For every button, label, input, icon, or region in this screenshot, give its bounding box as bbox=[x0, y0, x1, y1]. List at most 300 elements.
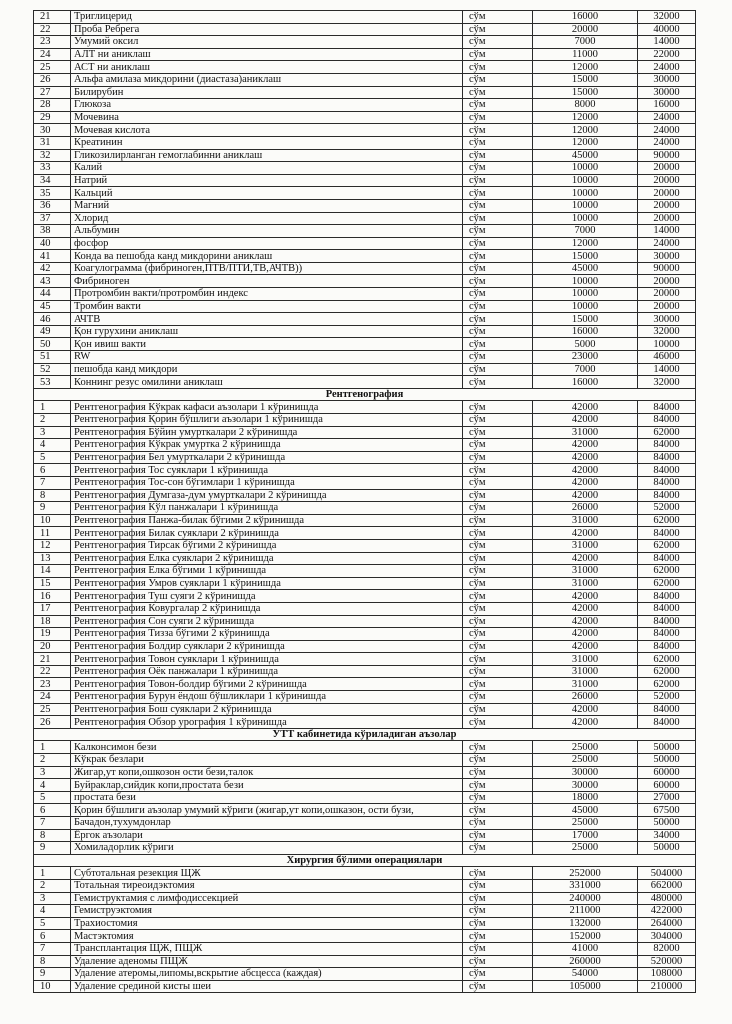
row-number: 5 bbox=[34, 791, 71, 804]
row-number: 34 bbox=[34, 174, 71, 187]
price-nonresident: 84000 bbox=[638, 716, 696, 729]
table-row bbox=[34, 250, 696, 263]
currency-unit: сўм bbox=[463, 565, 533, 578]
currency-unit: сўм bbox=[463, 917, 533, 930]
price-nonresident: 24000 bbox=[638, 136, 696, 149]
price-resident: 41000 bbox=[533, 942, 638, 955]
price-nonresident: 20000 bbox=[638, 212, 696, 225]
price-resident: 10000 bbox=[533, 288, 638, 301]
currency-unit: сўм bbox=[463, 325, 533, 338]
table-row bbox=[34, 174, 696, 187]
currency-unit: сўм bbox=[463, 414, 533, 427]
row-number: 52 bbox=[34, 363, 71, 376]
price-resident: 105000 bbox=[533, 980, 638, 993]
price-nonresident: 62000 bbox=[638, 514, 696, 527]
table-row bbox=[34, 11, 696, 24]
service-name: Рентгенография Обзор урография 1 кўринишда bbox=[71, 716, 463, 729]
service-name: Тотальная тиреоидэктомия bbox=[71, 879, 463, 892]
price-resident: 10000 bbox=[533, 300, 638, 313]
table-row bbox=[34, 325, 696, 338]
price-resident: 7000 bbox=[533, 363, 638, 376]
price-resident: 25000 bbox=[533, 817, 638, 830]
price-nonresident: 84000 bbox=[638, 439, 696, 452]
price-nonresident: 30000 bbox=[638, 73, 696, 86]
price-resident: 42000 bbox=[533, 615, 638, 628]
currency-unit: сўм bbox=[463, 376, 533, 389]
currency-unit: сўм bbox=[463, 225, 533, 238]
service-name: Рентгенография Тирсак бўгими 2 кўринишда bbox=[71, 539, 463, 552]
row-number: 6 bbox=[34, 464, 71, 477]
table-row bbox=[34, 36, 696, 49]
row-number: 24 bbox=[34, 48, 71, 61]
price-nonresident: 210000 bbox=[638, 980, 696, 993]
currency-unit: сўм bbox=[463, 300, 533, 313]
service-name: Рентгенография Кўкрак кафаси аъзолари 1 кўринишда bbox=[71, 401, 463, 414]
price-resident: 10000 bbox=[533, 199, 638, 212]
table-row bbox=[34, 48, 696, 61]
row-number: 25 bbox=[34, 703, 71, 716]
table-row bbox=[34, 955, 696, 968]
currency-unit: сўм bbox=[463, 817, 533, 830]
service-name: Ёргок аъзолари bbox=[71, 829, 463, 842]
table-row bbox=[34, 842, 696, 855]
row-number: 4 bbox=[34, 439, 71, 452]
currency-unit: сўм bbox=[463, 754, 533, 767]
row-number: 3 bbox=[34, 426, 71, 439]
row-number: 3 bbox=[34, 892, 71, 905]
service-name: простата бези bbox=[71, 791, 463, 804]
row-number: 16 bbox=[34, 590, 71, 603]
price-resident: 16000 bbox=[533, 325, 638, 338]
price-resident: 31000 bbox=[533, 653, 638, 666]
service-name: Жигар,ут копи,ошкозон ости бези,талок bbox=[71, 766, 463, 779]
service-name: Рентгенография Бўйин умурткалари 2 кўринишда bbox=[71, 426, 463, 439]
section-title: Хирургия бўлими операциялари bbox=[34, 854, 696, 867]
row-number: 9 bbox=[34, 842, 71, 855]
row-number: 35 bbox=[34, 187, 71, 200]
table-row bbox=[34, 502, 696, 515]
table-row bbox=[34, 73, 696, 86]
table-row bbox=[34, 968, 696, 981]
currency-unit: сўм bbox=[463, 640, 533, 653]
price-nonresident: 50000 bbox=[638, 817, 696, 830]
row-number: 49 bbox=[34, 325, 71, 338]
service-name: Фибриноген bbox=[71, 275, 463, 288]
price-nonresident: 52000 bbox=[638, 502, 696, 515]
row-number: 41 bbox=[34, 250, 71, 263]
price-table bbox=[33, 10, 696, 993]
row-number: 5 bbox=[34, 451, 71, 464]
price-nonresident: 62000 bbox=[638, 565, 696, 578]
price-nonresident: 34000 bbox=[638, 829, 696, 842]
currency-unit: сўм bbox=[463, 162, 533, 175]
price-nonresident: 84000 bbox=[638, 590, 696, 603]
table-row bbox=[34, 703, 696, 716]
service-name: Рентгенография Умров суяклари 1 кўринишда bbox=[71, 577, 463, 590]
price-nonresident: 20000 bbox=[638, 174, 696, 187]
table-row bbox=[34, 615, 696, 628]
price-table-body bbox=[34, 11, 696, 993]
price-resident: 23000 bbox=[533, 351, 638, 364]
table-row bbox=[34, 653, 696, 666]
section-header-row bbox=[34, 728, 696, 741]
currency-unit: сўм bbox=[463, 741, 533, 754]
service-name: Рентгенография Кўл панжалари 1 кўринишда bbox=[71, 502, 463, 515]
service-name: Мочевая кислота bbox=[71, 124, 463, 137]
row-number: 9 bbox=[34, 502, 71, 515]
row-number: 53 bbox=[34, 376, 71, 389]
price-resident: 10000 bbox=[533, 162, 638, 175]
currency-unit: сўм bbox=[463, 942, 533, 955]
price-resident: 42000 bbox=[533, 464, 638, 477]
service-name: Буйраклар,сийдик копи,простата бези bbox=[71, 779, 463, 792]
row-number: 50 bbox=[34, 338, 71, 351]
currency-unit: сўм bbox=[463, 539, 533, 552]
currency-unit: сўм bbox=[463, 476, 533, 489]
price-nonresident: 30000 bbox=[638, 86, 696, 99]
service-name: Удаление атеромы,липомы,вскрытие абсцесса (каждая) bbox=[71, 968, 463, 981]
price-nonresident: 304000 bbox=[638, 930, 696, 943]
row-number: 32 bbox=[34, 149, 71, 162]
currency-unit: сўм bbox=[463, 879, 533, 892]
price-resident: 26000 bbox=[533, 691, 638, 704]
service-name: Креатинин bbox=[71, 136, 463, 149]
price-nonresident: 62000 bbox=[638, 539, 696, 552]
service-name: Магний bbox=[71, 199, 463, 212]
table-row bbox=[34, 338, 696, 351]
price-resident: 45000 bbox=[533, 149, 638, 162]
table-row bbox=[34, 313, 696, 326]
table-row bbox=[34, 476, 696, 489]
service-name: Коннинг резус омилини аниклаш bbox=[71, 376, 463, 389]
service-name: Коагулограмма (фибриноген,ПТВ/ПТИ,ТВ,АЧТВ)) bbox=[71, 262, 463, 275]
table-row bbox=[34, 199, 696, 212]
service-name: Гемиструктамия с лимфодиссекцией bbox=[71, 892, 463, 905]
currency-unit: сўм bbox=[463, 187, 533, 200]
service-name: Удаление срединой кисты шеи bbox=[71, 980, 463, 993]
price-nonresident: 62000 bbox=[638, 653, 696, 666]
row-number: 21 bbox=[34, 653, 71, 666]
row-number: 45 bbox=[34, 300, 71, 313]
row-number: 46 bbox=[34, 313, 71, 326]
currency-unit: сўм bbox=[463, 23, 533, 36]
price-resident: 15000 bbox=[533, 73, 638, 86]
price-nonresident: 480000 bbox=[638, 892, 696, 905]
table-row bbox=[34, 628, 696, 641]
price-resident: 25000 bbox=[533, 842, 638, 855]
table-row bbox=[34, 225, 696, 238]
price-nonresident: 520000 bbox=[638, 955, 696, 968]
row-number: 8 bbox=[34, 829, 71, 842]
service-name: Рентгенография Болдир суяклари 2 кўринишда bbox=[71, 640, 463, 653]
row-number: 6 bbox=[34, 930, 71, 943]
table-row bbox=[34, 376, 696, 389]
price-resident: 42000 bbox=[533, 716, 638, 729]
price-resident: 42000 bbox=[533, 602, 638, 615]
price-resident: 211000 bbox=[533, 905, 638, 918]
price-resident: 25000 bbox=[533, 754, 638, 767]
table-row bbox=[34, 754, 696, 767]
table-row bbox=[34, 552, 696, 565]
currency-unit: сўм bbox=[463, 174, 533, 187]
currency-unit: сўм bbox=[463, 829, 533, 842]
currency-unit: сўм bbox=[463, 665, 533, 678]
price-nonresident: 20000 bbox=[638, 187, 696, 200]
table-row bbox=[34, 766, 696, 779]
currency-unit: сўм bbox=[463, 363, 533, 376]
table-row bbox=[34, 363, 696, 376]
price-nonresident: 40000 bbox=[638, 23, 696, 36]
table-row bbox=[34, 351, 696, 364]
price-nonresident: 24000 bbox=[638, 124, 696, 137]
service-name: Рентгенография Товон суяклари 1 кўринишда bbox=[71, 653, 463, 666]
table-row bbox=[34, 917, 696, 930]
price-nonresident: 30000 bbox=[638, 250, 696, 263]
row-number: 24 bbox=[34, 691, 71, 704]
row-number: 2 bbox=[34, 414, 71, 427]
price-nonresident: 67500 bbox=[638, 804, 696, 817]
price-resident: 30000 bbox=[533, 766, 638, 779]
service-name: Протромбин вакти/протромбин индекс bbox=[71, 288, 463, 301]
table-row bbox=[34, 489, 696, 502]
table-row bbox=[34, 691, 696, 704]
service-name: Альфа амилаза микдорини (диастаза)аниклаш bbox=[71, 73, 463, 86]
currency-unit: сўм bbox=[463, 716, 533, 729]
currency-unit: сўм bbox=[463, 73, 533, 86]
price-resident: 10000 bbox=[533, 174, 638, 187]
price-nonresident: 84000 bbox=[638, 464, 696, 477]
price-nonresident: 20000 bbox=[638, 162, 696, 175]
currency-unit: сўм bbox=[463, 338, 533, 351]
currency-unit: сўм bbox=[463, 980, 533, 993]
service-name: Рентгенография Бурун ёндош бўшликлари 1 кўринишда bbox=[71, 691, 463, 704]
table-row bbox=[34, 590, 696, 603]
service-name: Проба Ребрега bbox=[71, 23, 463, 36]
row-number: 31 bbox=[34, 136, 71, 149]
table-row bbox=[34, 980, 696, 993]
service-name: Рентгенография Кўкрак умуртка 2 кўринишда bbox=[71, 439, 463, 452]
currency-unit: сўм bbox=[463, 61, 533, 74]
service-name: Рентгенография Елка суяклари 2 кўринишда bbox=[71, 552, 463, 565]
table-row bbox=[34, 602, 696, 615]
price-resident: 12000 bbox=[533, 111, 638, 124]
section-title: Рентгенография bbox=[34, 388, 696, 401]
table-row bbox=[34, 678, 696, 691]
price-nonresident: 24000 bbox=[638, 237, 696, 250]
currency-unit: сўм bbox=[463, 351, 533, 364]
currency-unit: сўм bbox=[463, 804, 533, 817]
service-name: Билирубин bbox=[71, 86, 463, 99]
currency-unit: сўм bbox=[463, 892, 533, 905]
price-resident: 252000 bbox=[533, 867, 638, 880]
price-nonresident: 14000 bbox=[638, 363, 696, 376]
table-row bbox=[34, 187, 696, 200]
table-row bbox=[34, 514, 696, 527]
currency-unit: сўм bbox=[463, 955, 533, 968]
service-name: Қон гурухини аниклаш bbox=[71, 325, 463, 338]
service-name: пешобда канд микдори bbox=[71, 363, 463, 376]
service-name: Триглицерид bbox=[71, 11, 463, 24]
price-resident: 11000 bbox=[533, 48, 638, 61]
row-number: 20 bbox=[34, 640, 71, 653]
service-name: Натрий bbox=[71, 174, 463, 187]
price-nonresident: 84000 bbox=[638, 615, 696, 628]
row-number: 2 bbox=[34, 879, 71, 892]
price-nonresident: 84000 bbox=[638, 476, 696, 489]
price-resident: 42000 bbox=[533, 439, 638, 452]
currency-unit: сўм bbox=[463, 439, 533, 452]
price-nonresident: 60000 bbox=[638, 779, 696, 792]
currency-unit: сўм bbox=[463, 464, 533, 477]
row-number: 11 bbox=[34, 527, 71, 540]
price-nonresident: 108000 bbox=[638, 968, 696, 981]
price-nonresident: 50000 bbox=[638, 842, 696, 855]
currency-unit: сўм bbox=[463, 313, 533, 326]
table-row bbox=[34, 464, 696, 477]
row-number: 37 bbox=[34, 212, 71, 225]
price-nonresident: 62000 bbox=[638, 678, 696, 691]
currency-unit: сўм bbox=[463, 691, 533, 704]
table-row bbox=[34, 212, 696, 225]
currency-unit: сўм bbox=[463, 111, 533, 124]
price-nonresident: 84000 bbox=[638, 451, 696, 464]
service-name: Кальций bbox=[71, 187, 463, 200]
price-resident: 31000 bbox=[533, 426, 638, 439]
price-resident: 31000 bbox=[533, 577, 638, 590]
price-resident: 260000 bbox=[533, 955, 638, 968]
table-row bbox=[34, 905, 696, 918]
service-name: Рентгенография Туш суяги 2 кўринишда bbox=[71, 590, 463, 603]
currency-unit: сўм bbox=[463, 653, 533, 666]
row-number: 23 bbox=[34, 678, 71, 691]
currency-unit: сўм bbox=[463, 489, 533, 502]
service-name: Мочевина bbox=[71, 111, 463, 124]
service-name: RW bbox=[71, 351, 463, 364]
price-resident: 7000 bbox=[533, 225, 638, 238]
price-nonresident: 84000 bbox=[638, 628, 696, 641]
service-name: Рентгенография Қорин бўшлиги аъзолари 1 кўринишда bbox=[71, 414, 463, 427]
price-nonresident: 50000 bbox=[638, 754, 696, 767]
row-number: 17 bbox=[34, 602, 71, 615]
service-name: Қон ивиш вакти bbox=[71, 338, 463, 351]
price-resident: 17000 bbox=[533, 829, 638, 842]
currency-unit: сўм bbox=[463, 401, 533, 414]
price-nonresident: 24000 bbox=[638, 111, 696, 124]
price-nonresident: 14000 bbox=[638, 36, 696, 49]
row-number: 1 bbox=[34, 867, 71, 880]
table-row bbox=[34, 804, 696, 817]
service-name: АЛТ ни аниклаш bbox=[71, 48, 463, 61]
price-resident: 10000 bbox=[533, 275, 638, 288]
row-number: 19 bbox=[34, 628, 71, 641]
currency-unit: сўм bbox=[463, 237, 533, 250]
price-resident: 42000 bbox=[533, 451, 638, 464]
table-row bbox=[34, 779, 696, 792]
currency-unit: сўм bbox=[463, 602, 533, 615]
service-name: Калконсимон бези bbox=[71, 741, 463, 754]
price-resident: 45000 bbox=[533, 804, 638, 817]
price-resident: 331000 bbox=[533, 879, 638, 892]
currency-unit: сўм bbox=[463, 149, 533, 162]
price-resident: 132000 bbox=[533, 917, 638, 930]
service-name: Рентгенография Бош суяклари 2 кўринишда bbox=[71, 703, 463, 716]
table-row bbox=[34, 288, 696, 301]
price-resident: 42000 bbox=[533, 640, 638, 653]
currency-unit: сўм bbox=[463, 968, 533, 981]
currency-unit: сўм bbox=[463, 590, 533, 603]
service-name: Рентгенография Тос-сон бўгимлари 1 кўринишда bbox=[71, 476, 463, 489]
table-row bbox=[34, 577, 696, 590]
service-name: Альбумин bbox=[71, 225, 463, 238]
price-resident: 54000 bbox=[533, 968, 638, 981]
price-nonresident: 84000 bbox=[638, 401, 696, 414]
price-resident: 42000 bbox=[533, 476, 638, 489]
service-name: фосфор bbox=[71, 237, 463, 250]
currency-unit: сўм bbox=[463, 514, 533, 527]
price-resident: 12000 bbox=[533, 124, 638, 137]
price-nonresident: 84000 bbox=[638, 703, 696, 716]
row-number: 7 bbox=[34, 476, 71, 489]
service-name: Рентгенография Товон-болдир бўгими 2 кўринишда bbox=[71, 678, 463, 691]
price-resident: 16000 bbox=[533, 11, 638, 24]
row-number: 51 bbox=[34, 351, 71, 364]
row-number: 5 bbox=[34, 917, 71, 930]
price-nonresident: 10000 bbox=[638, 338, 696, 351]
price-resident: 15000 bbox=[533, 250, 638, 263]
service-name: Гемиструэктомия bbox=[71, 905, 463, 918]
service-name: Рентгенография Ковургалар 2 кўринишда bbox=[71, 602, 463, 615]
row-number: 14 bbox=[34, 565, 71, 578]
currency-unit: сўм bbox=[463, 905, 533, 918]
table-row bbox=[34, 61, 696, 74]
service-name: АЧТВ bbox=[71, 313, 463, 326]
service-name: Бачадон,тухумдонлар bbox=[71, 817, 463, 830]
price-nonresident: 84000 bbox=[638, 414, 696, 427]
currency-unit: сўм bbox=[463, 275, 533, 288]
currency-unit: сўм bbox=[463, 136, 533, 149]
currency-unit: сўм bbox=[463, 766, 533, 779]
service-name: Мастэктомия bbox=[71, 930, 463, 943]
price-nonresident: 32000 bbox=[638, 325, 696, 338]
price-nonresident: 46000 bbox=[638, 351, 696, 364]
currency-unit: сўм bbox=[463, 11, 533, 24]
row-number: 8 bbox=[34, 489, 71, 502]
price-resident: 31000 bbox=[533, 514, 638, 527]
price-nonresident: 90000 bbox=[638, 149, 696, 162]
table-row bbox=[34, 401, 696, 414]
currency-unit: сўм bbox=[463, 779, 533, 792]
price-nonresident: 264000 bbox=[638, 917, 696, 930]
section-header-row bbox=[34, 388, 696, 401]
currency-unit: сўм bbox=[463, 36, 533, 49]
table-row bbox=[34, 817, 696, 830]
price-nonresident: 60000 bbox=[638, 766, 696, 779]
table-row bbox=[34, 565, 696, 578]
price-nonresident: 30000 bbox=[638, 313, 696, 326]
row-number: 23 bbox=[34, 36, 71, 49]
currency-unit: сўм bbox=[463, 124, 533, 137]
table-row bbox=[34, 124, 696, 137]
row-number: 22 bbox=[34, 23, 71, 36]
price-nonresident: 84000 bbox=[638, 552, 696, 565]
price-nonresident: 20000 bbox=[638, 199, 696, 212]
row-number: 10 bbox=[34, 514, 71, 527]
price-nonresident: 82000 bbox=[638, 942, 696, 955]
price-resident: 45000 bbox=[533, 262, 638, 275]
service-name: Удаление аденомы ПЩЖ bbox=[71, 955, 463, 968]
table-row bbox=[34, 99, 696, 112]
currency-unit: сўм bbox=[463, 628, 533, 641]
